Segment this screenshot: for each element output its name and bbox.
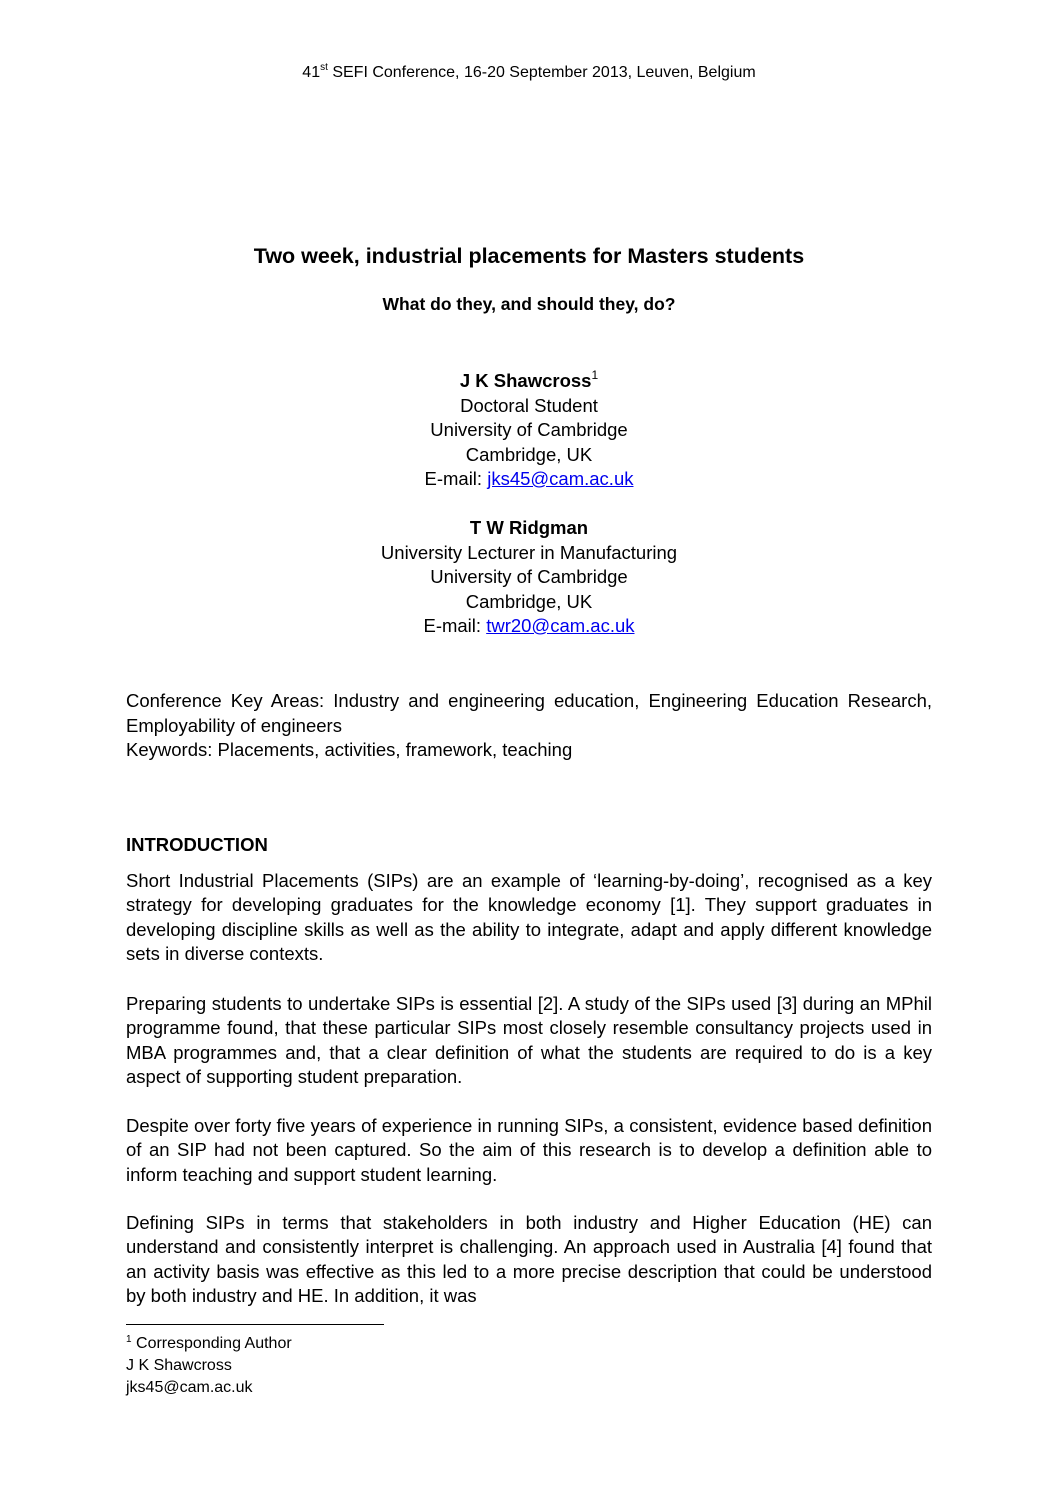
- footnote: [126, 1333, 292, 1399]
- author-role: Doctoral Student: [460, 394, 598, 416]
- author-block-1: [0, 369, 1058, 492]
- email-label: E-mail:: [423, 615, 487, 636]
- author-email-link[interactable]: twr20@cam.ac.uk: [486, 615, 635, 636]
- paper-title: Two week, industrial placements for Masters students: [253, 244, 805, 268]
- author-name-line: [0, 369, 1058, 394]
- running-header: [0, 63, 1058, 83]
- author-name: J K Shawcross: [459, 370, 592, 391]
- footnote-divider: [126, 1324, 384, 1325]
- footnote-name: J K Shawcross: [126, 1357, 232, 1374]
- author-name: T W Ridgman: [469, 517, 589, 538]
- author-email-line: [0, 614, 1058, 639]
- author-email-link[interactable]: jks45@cam.ac.uk: [487, 468, 634, 489]
- section-heading-introduction: INTRODUCTION: [126, 834, 268, 855]
- keywords-block: [126, 689, 932, 763]
- author-block-2: [0, 516, 1058, 639]
- body-paragraph-4: Defining SIPs in terms that stakeholders in both industry and Higher Education (HE) can understand and consistently interpret is challenging. An approach used in Australia [4] found that an activity basis was effective as this led to a more precise description that could be understood by both industry and HE. In addition, it was: [126, 1212, 932, 1307]
- header-ordinal-suffix: st: [320, 62, 328, 73]
- body-paragraph-3: Despite over forty five years of experience in running SIPs, a consistent, evidence based definition of an SIP had not been captured. So the aim of this research is to develop a definition able to inform teaching and support student learning.: [126, 1115, 932, 1185]
- author-role: University Lecturer in Manufacturing: [380, 541, 678, 563]
- footnote-title-line: [126, 1333, 292, 1355]
- header-ordinal-number: 41: [302, 64, 321, 81]
- author-institution: University of Cambridge: [430, 419, 628, 440]
- author-location: Cambridge, UK: [465, 590, 593, 612]
- author-location: Cambridge, UK: [465, 443, 593, 465]
- footnote-number: 1: [126, 1334, 132, 1345]
- email-label: E-mail:: [424, 468, 488, 489]
- footnote-mark: 1: [591, 368, 599, 382]
- footnote-label: Corresponding Author: [131, 1335, 292, 1352]
- body-paragraph-1: Short Industrial Placements (SIPs) are an example of ‘learning-by-doing’, recognised as a key strategy for developing graduates for the knowledge economy [1]. They support graduates in developing discipline skills as well as the ability to integrate, adapt and apply different knowledge sets in diverse contexts.: [126, 870, 932, 965]
- keywords: Keywords: Placements, activities, framework, teaching: [126, 739, 573, 760]
- author-email-line: [0, 467, 1058, 492]
- paper-subtitle: What do they, and should they, do?: [382, 294, 676, 314]
- header-text: SEFI Conference, 16-20 September 2013, Leuven, Belgium: [327, 64, 756, 81]
- author-institution: University of Cambridge: [430, 566, 628, 587]
- conference-key-areas: Conference Key Areas: Industry and engineering education, Engineering Education Research, Employability of engineers: [126, 690, 932, 736]
- author-name-line: [0, 516, 1058, 541]
- body-paragraph-2: Preparing students to undertake SIPs is essential [2]. A study of the SIPs used [3] during an MPhil programme found, that these particular SIPs most closely resemble consultancy projects used in MBA programmes and, that a clear definition of what the students are required to do is a key aspect of supporting student preparation.: [126, 993, 932, 1088]
- footnote-email: jks45@cam.ac.uk: [126, 1379, 253, 1396]
